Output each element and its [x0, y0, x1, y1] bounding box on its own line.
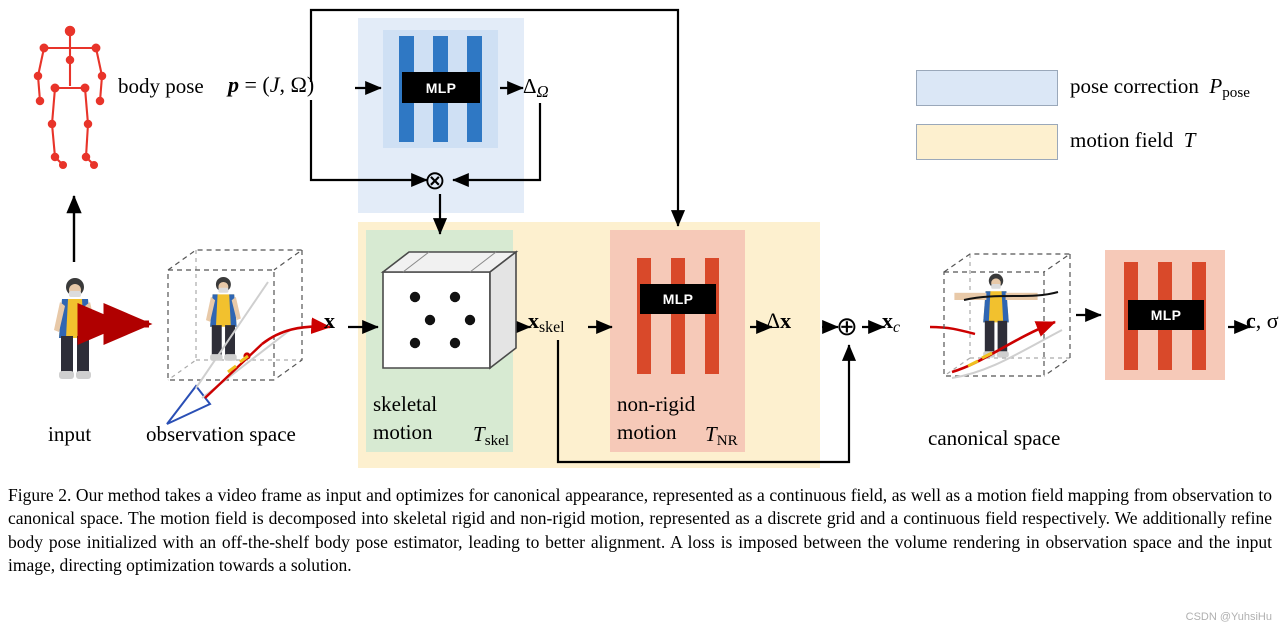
- mlp-layer-bar: [705, 258, 719, 374]
- person-photo-icon: [42, 272, 108, 384]
- mlp-layer-bar: [671, 258, 685, 374]
- observation-space-label: observation space: [146, 422, 296, 446]
- nonrigid-motion-label-1: non-rigid: [617, 392, 696, 416]
- skeletal-motion-symbol: $T_{skel}$: [473, 422, 510, 449]
- skeletal-motion-label-2: motion: [373, 420, 433, 444]
- canonical-mlp-block: [1112, 258, 1220, 374]
- legend-swatch-pose-correction: [916, 70, 1058, 106]
- mlp-layer-bar: [637, 258, 651, 374]
- c-sigma-label: c, σ: [1246, 308, 1279, 333]
- non-rigid-mlp-block: [623, 252, 733, 380]
- delta-x-label: Δx: [766, 308, 792, 333]
- person-photo-canonical: [954, 274, 1037, 358]
- x-c-label: $x_c$: [882, 308, 901, 336]
- legend-swatch-motion-field: [916, 124, 1058, 160]
- input-label: input: [48, 422, 92, 446]
- nonrigid-motion-label-2: motion: [617, 420, 677, 444]
- otimes-operator: ⊗: [424, 166, 446, 195]
- legend-text-motion: motion field: [1070, 128, 1174, 152]
- delta-omega-label: $\Delta_\Omega$: [523, 74, 549, 102]
- nonrigid-motion-symbol: $T_{NR}$: [705, 422, 738, 449]
- legend-text-pose: pose correction: [1070, 74, 1199, 98]
- mlp-chip-canonical: MLP: [1128, 300, 1204, 330]
- discrete-grid-icon: [383, 252, 516, 368]
- mlp-chip-pose: MLP: [402, 72, 480, 103]
- skeletal-motion-label-1: skeletal: [373, 392, 438, 416]
- body-pose-label: body pose: [118, 74, 204, 98]
- skeleton-icon: [35, 27, 105, 168]
- watermark-label: CSDN @YuhsiHu: [1185, 611, 1272, 623]
- figure-caption: Figure 2. Our method takes a video frame as input and optimizes for canonical appearance, represented as a continuous field, as well as a motion field mapping from observation to canonical space. The motion field is decomposed into skeletal rigid and non-rigid motion, represented as a discrete grid and a continuous field respectively. We additionally refine body pose initialized with an off-the-shelf body pose estimator, leading to better alignment. A loss is imposed between the volume rendering in observation space and the input image, directing optimization towards a solution.: [8, 485, 1272, 575]
- x-label: x: [324, 308, 335, 333]
- legend-label-pose-correction: pose correction $P_{pose}$: [1070, 74, 1250, 101]
- mlp-chip-nonrigid: MLP: [640, 284, 716, 314]
- legend-label-motion-field: motion field T: [1070, 128, 1196, 152]
- oplus-operator: ⊕: [836, 312, 858, 341]
- body-pose-equation: p = (J, Ω): [228, 72, 315, 97]
- canonical-space-label: canonical space: [928, 426, 1061, 450]
- x-skel-label: $x_{skel}$: [528, 308, 565, 336]
- pose-correction-mlp-block: [383, 30, 498, 148]
